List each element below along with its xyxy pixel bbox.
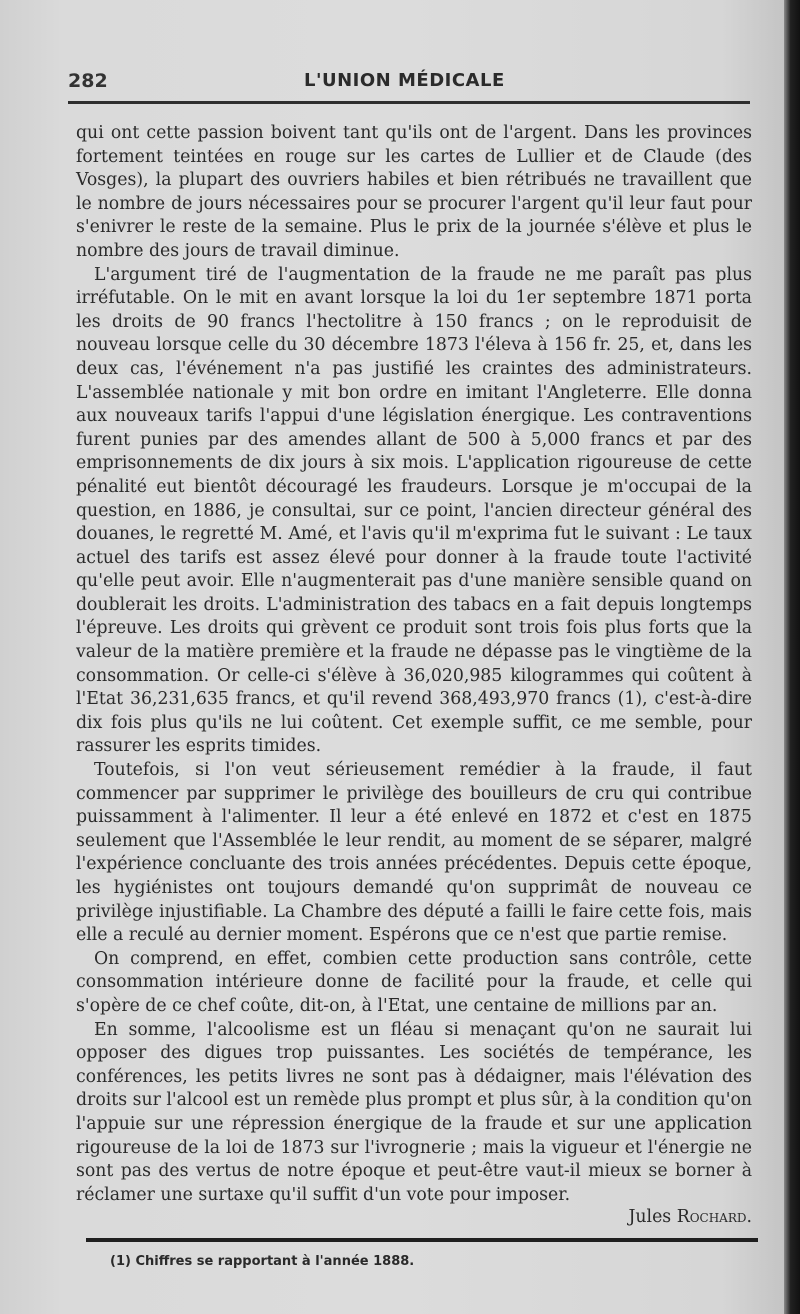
paragraph: L'argument tiré de l'augmentation de la fraude ne me paraît pas plus irréfutable. On le mit en avant lorsque la loi du 1er septembre 1871 porta les droits de 90 francs l'hectolitre à 150 francs ; on le reproduisit de nouveau lorsque celle du 30 décembre 1873 l'éleva à 156 fr. 25, et, dans les deux cas, l'événement n'a pas justifié les craintes des administrateurs. L'assemblée nationale y mit bon ordre en imitant l'Angleterre. Elle donna aux nouveaux tarifs l'appui d'une législation énergique. Les contraventions furent punies par des amendes allant de 500 à 5,000 francs et par des emprisonnements de dix jours à six mois. L'application rigoureuse de cette pénalité eut bientôt découragé les fraudeurs. Lorsque je m'occupai de la question, en 1886, je consultai, sur ce point, l'ancien directeur général des douanes, le regretté M. Amé, et l'avis qu'il m'exprima fut le suivant : Le taux actuel des tarifs est assez élevé pour donner à la fraude toute l'activité qu'elle peut avoir. Elle n'augmenterait pas d'une manière sensible quand on doublerait les droits. L'administration des tabacs en a fait depuis longtemps l'épreuve. Les droits qui grèvent ce produit sont trois fois plus forts que la valeur de la matière première et la fraude ne dépasse pas le vingtième de la consommation. Or celle-ci s'élève à 36,020,985 kilogrammes qui coûtent à l'Etat 36,231,635 francs, et qu'il revend 368,493,970 francs (1), c'est-à-dire dix fois plus qu'ils ne lui coûtent. Cet exemple suffit, ce me semble, pour rassurer les esprits timides. bbox=[76, 264, 752, 757]
paragraph: qui ont cette passion boivent tant qu'ils ont de l'argent. Dans les provinces fortement teintées en rouge sur les cartes de Lullier et de Claude (des Vosges), la plupart des ouvriers habiles et bien rétribués ne travaillent que le nombre de jours nécessaires pour se procurer l'argent qu'il leur faut pour s'enivrer le reste de la semaine. Plus le prix de la journée s'élève et plus le nombre des jours de travail diminue. bbox=[76, 123, 752, 261]
author-signature bbox=[76, 1207, 752, 1227]
footnote: (1) Chiffres se rapportant à l'année 1888. bbox=[110, 1254, 415, 1269]
author-last-name: Rochard. bbox=[676, 1207, 752, 1227]
article-body bbox=[76, 122, 752, 1207]
footnote-rule bbox=[86, 1238, 758, 1242]
author-first-name: Jules bbox=[628, 1207, 672, 1227]
paragraph: Toutefois, si l'on veut sérieusement remédier à la fraude, il faut commencer par supprimer le privilège des bouilleurs de cru qui contribue puissamment à l'alimenter. Il leur a été enlevé en 1872 et c'est en 1875 seulement que l'Assemblée le leur rendit, au moment de se séparer, malgré l'expérience concluante des trois années précédentes. Depuis cette époque, les hygiénistes ont toujours demandé qu'on supprimât de nouveau ce privilège injustifiable. La Chambre des député a failli le faire cette fois, mais elle a reculé au dernier moment. Espérons que ce n'est que partie remise. bbox=[76, 760, 752, 946]
paragraph: On comprend, en effet, combien cette production sans contrôle, cette consommation intérieure donne de facilité pour la fraude, et celle qui s'opère de ce chef coûte, dit-on, à l'Etat, une centaine de millions par an. bbox=[76, 948, 752, 1016]
paragraph: En somme, l'alcoolisme est un fléau si menaçant qu'on ne saurait lui opposer des digues trop puissantes. Les sociétés de tempérance, les conférences, les petits livres ne sont pas à dédaigner, mais l'élévation des droits sur l'alcool est un remède plus prompt et plus sûr, à la condition qu'on l'appuie sur une répression énergique de la fraude et sur une application rigoureuse de la loi de 1873 sur l'ivrognerie ; mais la vigueur et l'énergie ne sont pas des vertus de notre époque et peut-être vaut-il mieux se borner à réclamer une surtaxe qu'il suffit d'un vote pour imposer. bbox=[76, 1019, 752, 1205]
page-number: 282 bbox=[68, 70, 108, 92]
running-title: L'UNION MÉDICALE bbox=[304, 70, 505, 91]
header-rule bbox=[68, 101, 750, 104]
page-header bbox=[68, 70, 750, 100]
page-binding-edge bbox=[784, 0, 800, 1314]
